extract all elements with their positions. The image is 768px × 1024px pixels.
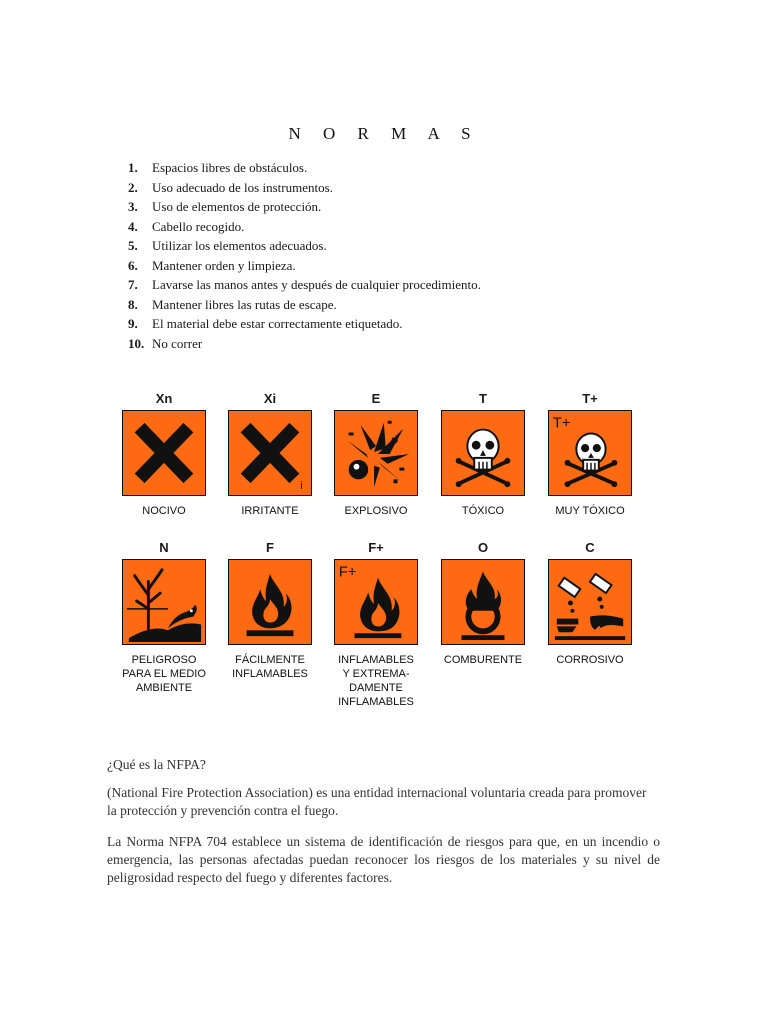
hazard-mark: F+ [338,564,357,581]
hazard-name: FÁCILMENTE INFLAMABLES [232,654,308,680]
corrosive-icon [548,559,632,645]
list-item-number: 9. [128,316,138,331]
list-item-text: Uso adecuado de los instrumentos. [152,179,333,195]
list-item-text: Cabello recogido. [152,218,245,234]
nfpa-norm-paragraph: La Norma NFPA 704 establece un sistema de identificación de riesgos para que, en un incendio o emergencia, las personas afectadas puedan reconocer los riesgos de los materiales y su nivel de peligrosidad respecto del fuego y diferentes factores. [107,834,660,885]
list-item-text: El material debe estar correctamente etiquetado. [152,316,403,331]
hazard-name: IRRITANTE [241,505,299,517]
hazard-symbol-xi [220,391,320,518]
nfpa-question: ¿Qué es la NFPA? [107,757,206,772]
hazard-mark: i [300,480,303,493]
hazard-code: T+ [582,391,598,406]
list-item-number: 1. [128,160,138,175]
hazard-name: CORROSIVO [556,654,624,666]
rules-list [128,158,481,353]
list-item [128,295,481,315]
hazard-code: T [479,391,487,406]
hazard-code: Xn [155,391,173,406]
list-item [128,236,481,256]
list-item [128,334,481,354]
list-item-number: 5. [128,238,138,253]
hazard-name: NOCIVO [142,505,186,517]
hazard-symbol-xn [114,391,214,518]
list-item-text: Utilizar los elementos adecuados. [152,238,327,253]
environment-hazard-icon [122,559,206,645]
hazard-code: C [585,540,595,555]
hazard-symbol-t [433,391,533,518]
hazard-code: F [266,540,274,555]
hazard-symbol-t-plus [540,391,640,518]
page-title: N O R M A S [288,124,480,143]
hazard-name: MUY TÓXICO [555,505,625,517]
list-item [128,178,481,198]
hazard-name: COMBURENTE [443,654,523,666]
skull-crossbones-icon [441,410,525,496]
list-item-number: 8. [128,296,138,312]
hazard-name: EXPLOSIVO [344,505,408,517]
hazard-code: N [159,540,169,555]
list-item-text: Mantener orden y limpieza. [152,257,296,273]
hazard-code: O [477,540,489,555]
hazard-code: E [371,391,381,406]
list-item-text: Mantener libres las rutas de escape. [152,296,337,312]
harmful-cross-icon [122,410,206,496]
hazard-symbol-o [433,540,533,667]
list-item [128,197,481,217]
hazard-name: PELIGROSO PARA EL MEDIO AMBIENTE [122,654,206,694]
list-item-number: 2. [128,179,138,195]
list-item-number: 4. [128,218,138,234]
hazard-code: F+ [368,540,384,555]
list-item-number: 7. [128,277,138,292]
list-item-text: Uso de elementos de protección. [152,199,322,214]
list-item [128,217,481,237]
list-item-text: No correr [152,335,203,351]
list-item [128,314,481,334]
hazard-symbol-c [540,540,640,667]
hazard-name: TÓXICO [461,505,505,517]
list-item-text: Espacios libres de obstáculos. [152,160,308,175]
hazard-symbol-f-plus [326,540,426,709]
flame-icon [334,559,418,645]
hazard-code: Xi [263,391,277,406]
hazard-symbol-n [114,540,214,695]
skull-crossbones-icon [548,410,632,496]
flame-over-circle-icon [441,559,525,645]
irritant-cross-icon [228,410,312,496]
hazard-name: INFLAMABLES Y EXTREMA- DAMENTE INFLAMABLES [338,654,414,708]
list-item-number: 3. [128,199,138,214]
flame-icon [228,559,312,645]
hazard-mark: T+ [552,415,571,432]
hazard-symbol-f [220,540,320,681]
list-item [128,158,481,178]
list-item [128,256,481,276]
list-item-text: Lavarse las manos antes y después de cualquier procedimiento. [152,277,481,292]
nfpa-definition: (National Fire Protection Association) es una entidad internacional voluntaria creada para promover la protección y prevención contra el fuego. [107,785,647,818]
explosive-icon [334,410,418,496]
list-item-number: 10. [128,335,145,351]
hazard-symbol-e [326,391,426,518]
list-item [128,275,481,295]
list-item-number: 6. [128,257,138,273]
